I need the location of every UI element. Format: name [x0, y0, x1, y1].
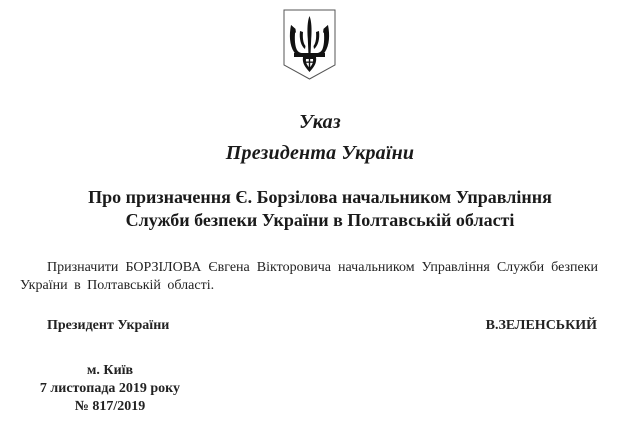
coat-of-arms-icon	[283, 9, 336, 80]
decree-body: Призначити БОРЗІЛОВА Євгена Вікторовича начальником Управління Служби безпеки України в Полтавській області.	[20, 260, 598, 293]
decree-subject	[40, 186, 600, 232]
decree-subject-line-2: Служби безпеки України в Полтавській області	[125, 210, 515, 230]
decree-place: м. Київ	[86, 363, 134, 378]
decree-issuer-heading: Президента України	[225, 142, 415, 164]
decree-number: № 817/2019	[74, 399, 146, 414]
signer-name: В.ЗЕЛЕНСЬКИЙ	[485, 318, 597, 333]
decree-date: 7 листопада 2019 року	[39, 381, 181, 396]
decree-subject-line-1: Про призначення Є. Борзілова начальником Управління	[88, 187, 552, 207]
signer-title: Президент України	[47, 318, 170, 333]
decree-heading: Указ	[299, 111, 341, 133]
decree-footer	[30, 362, 190, 416]
